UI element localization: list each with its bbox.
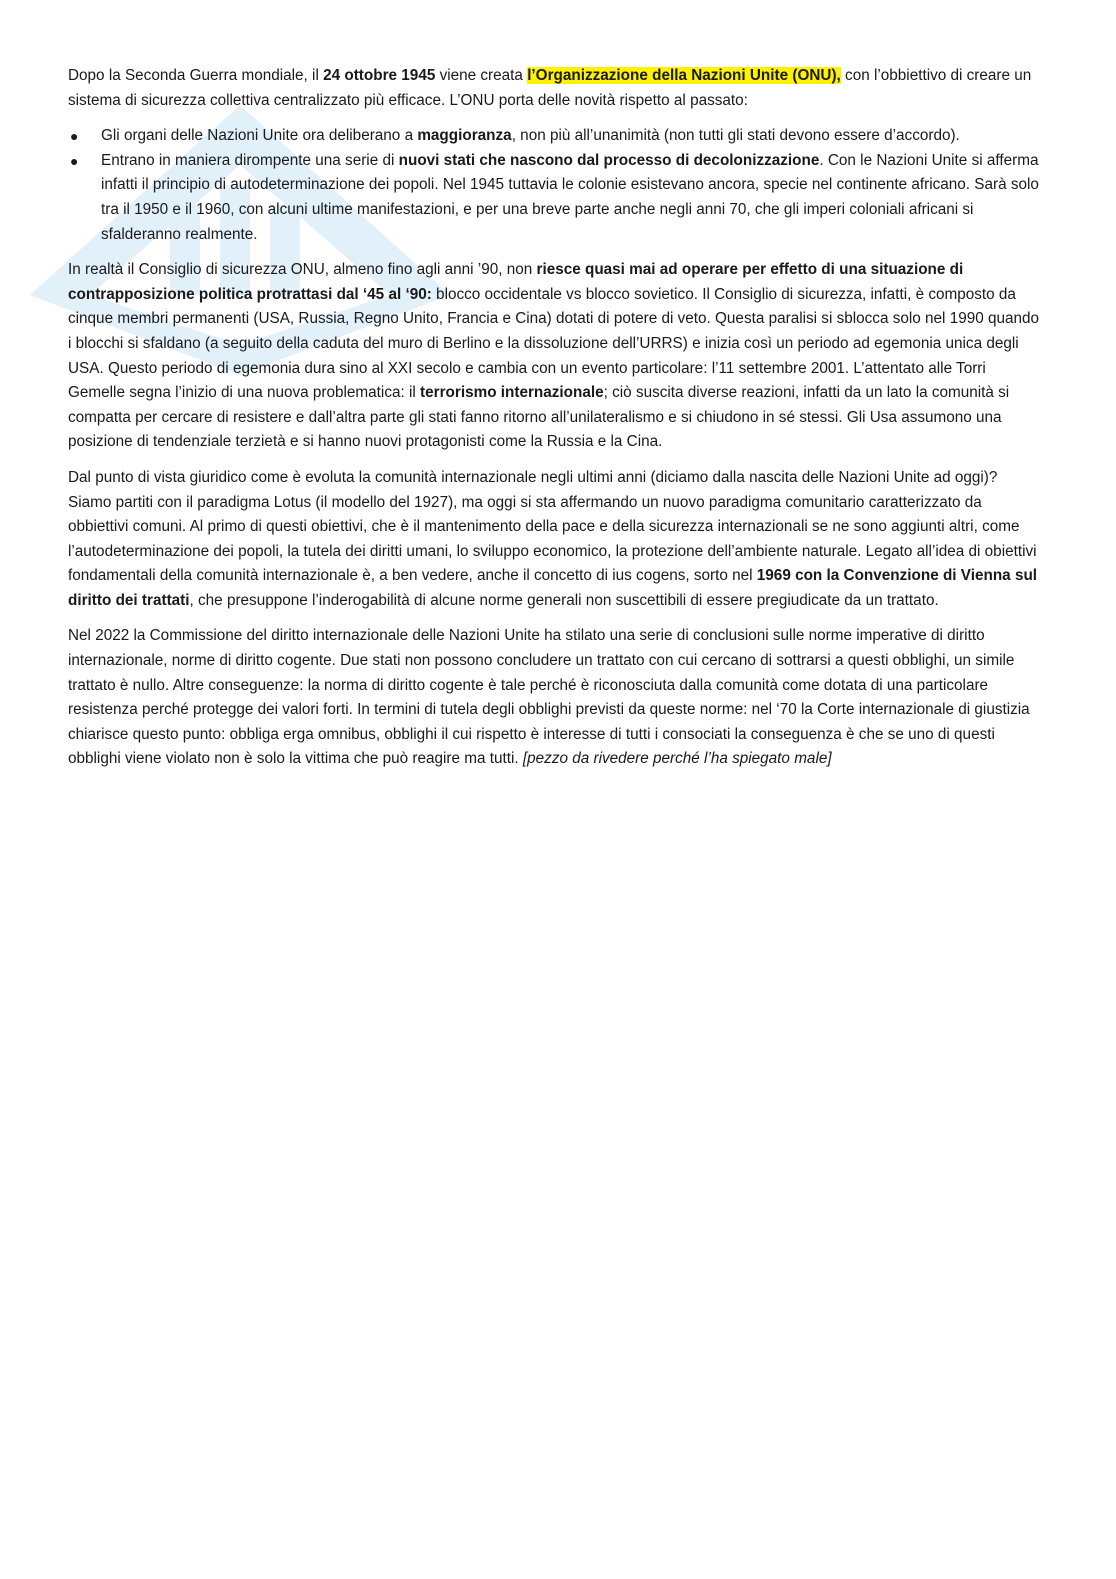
bullet-icon: ● [70,128,79,145]
bullet-icon: ● [70,152,79,169]
text-run: Gli organi delle Nazioni Unite ora deliberano a [101,127,418,145]
bold-text: riesce quasi mai ad operare per effetto di una situazione di contrapposizione politica protrattasi dal ‘45 al ‘90: [68,261,964,303]
bold-text: nuovi stati che nascono dal processo di decolonizzazione [398,151,820,169]
text-run: , che presuppone l’inderogabilità di alcune norme generali non suscettibili di essere pregiudicate da un trattato. [189,591,939,609]
list-item [70,124,1043,149]
text-run: Nel 2022 la Commissione del diritto internazionale delle Nazioni Unite ha stilato una serie di conclusioni sulle norme imperative di diritto internazionale, norme di diritto cogente. Due stati non possono concludere un trattato con cui cercano di sottrarsi a questi obblighi, un simile trattato è nullo. Altre conseguenze: la norma di diritto cogente è tale perché è riconosciuta dalla comunità come dotata di una particolare resistenza perché protegge dei valori forti. In termini di tutela degli obblighi previsti da queste norme: nel ‘70 la Corte internazionale di giustizia chiarisce questo punto: obbliga erga omnibus, obblighi il cui rispetto è interesse di tutti i consociati la conseguenza è che se uno di questi obblighi viene violato non è solo la vittima che può reagire ma tutti. [68,627,1030,768]
paragraph-legal-evolution [68,466,1043,614]
highlighted-onu: l’Organizzazione della Nazioni Unite (ONU), [527,67,841,84]
text-run: ; ciò suscita diverse reazioni, infatti da un lato la comunità si compatta per cercare di resistere e dall’altra parte gli stati fanno ritorno all’unilateralismo e si chiudono in sé stessi. Gli Usa assumono una posizione di tendenziale terzietà e si hanno nuovi protagonisti come la Russia e la Cina. [68,384,1010,451]
text-run: Entrano in maniera dirompente una serie di [101,151,399,169]
text-run: blocco occidentale vs blocco sovietico. Il Consiglio di sicurezza, infatti, è composto da cinque membri permanenti (USA, Russia, Regno Unito, Francia e Cina) dotati di potere di veto. Questa paralisi si sblocca solo nel 1990 quando i blocchi si sfaldano (a seguito della caduta del muro di Berlino e la dissoluzione dell’URRS) e inizia così un periodo ad egemonia unica degli USA. Questo periodo di egemonia dura sino al XXI secolo e cambia con un evento particolare: l’11 settembre 2001. L’attentato alle Torri Gemelle segna l’inizio di una nuova problematica: il [68,285,1040,402]
bold-date: 24 ottobre 1945 [323,67,436,84]
paragraph-ius-cogens [68,624,1043,772]
document-body [68,64,1043,783]
bold-text: maggioranza [417,127,512,145]
bold-text: terrorismo internazionale [420,384,604,402]
text-run: In realtà il Consiglio di sicurezza ONU, almeno fino agli anni ’90, non [68,261,537,279]
text-run: con l’obbiettivo di creare un sistema di sicurezza collettiva centralizzato più efficace. L’ONU porta delle novità rispetto al passato: [68,67,1032,109]
bold-text: 1969 con la Convenzione di Vienna sul diritto dei trattati [68,567,1038,609]
bullet-list [68,124,1043,247]
list-item [70,149,1043,247]
paragraph-intro [68,64,1043,113]
text-run: . Con le Nazioni Unite si afferma infatti il principio di autodeterminazione dei popoli. Nel 1945 tuttavia le colonie esistevano ancora, specie nel continente africano. Sarà solo tra il 1950 e il 1960, con alcuni ultime manifestazioni, e per una breve parte anche negli anni 70, che gli imperi coloniali africani si sfalderanno realmente. [101,151,1039,243]
text-run: , non più all’unanimità (non tutti gli stati devono essere d’accordo). [511,127,960,145]
text-run: Dal punto di vista giuridico come è evoluta la comunità internazionale negli ultimi anni (diciamo dalla nascita delle Nazioni Unite ad oggi)? Siamo partiti con il paradigma Lotus (il modello del 1927), ma oggi si sta affermando un nuovo paradigma comunitario caratterizzato da obbiettivi comuni. Al primo di questi obiettivi, che è il mantenimento della pace e della sicurezza internazionali se ne sono aggiunti altri, come l’autodeterminazione dei popoli, la tutela dei diritti umani, lo sviluppo economico, la protezione dell’ambiente naturale. Legato all’idea di obiettivi fondamentali della comunità internazionale è, a ben vedere, anche il concetto di ius cogens, sorto nel [68,468,1037,585]
italic-note: [pezzo da rivedere perché l’ha spiegato male] [522,750,832,768]
text-run: Dopo la Seconda Guerra mondiale, il [68,67,324,84]
paragraph-security-council [68,258,1043,455]
text-run: viene creata [435,67,528,84]
